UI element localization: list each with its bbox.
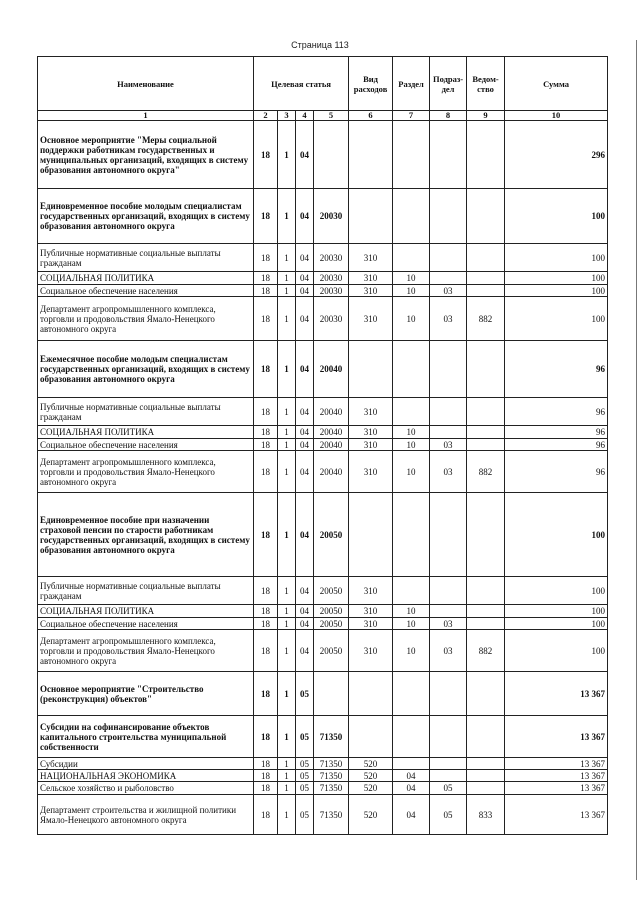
row-target-code-2: 1	[278, 577, 296, 605]
row-name: Сельское хозяйство и рыболовство	[38, 782, 254, 795]
header-target-article: Целевая статья	[254, 57, 349, 111]
row-department-code	[467, 398, 505, 426]
table-row	[38, 244, 608, 272]
row-expense-type: 310	[349, 244, 393, 272]
row-sum: 100	[505, 577, 608, 605]
row-expense-type	[349, 121, 393, 189]
row-name: Основное мероприятие "Меры социальной поддержки работникам государственных и муниципальных организаций, входящих в систему образования автономного округа"	[38, 121, 254, 189]
row-target-code-4: 71350	[314, 758, 349, 770]
row-target-code-3: 05	[296, 795, 314, 835]
row-expense-type: 310	[349, 451, 393, 493]
row-target-code-4: 20040	[314, 426, 349, 439]
row-section	[393, 244, 430, 272]
row-section	[393, 398, 430, 426]
row-target-code-3: 04	[296, 426, 314, 439]
table-row	[38, 795, 608, 835]
table-row	[38, 630, 608, 672]
row-target-code-3: 05	[296, 770, 314, 782]
row-target-code-2: 1	[278, 189, 296, 244]
row-subsection	[430, 577, 467, 605]
row-name: Публичные нормативные социальные выплаты гражданам	[38, 398, 254, 426]
row-target-code-4: 20040	[314, 451, 349, 493]
row-target-code-2: 1	[278, 493, 296, 577]
row-target-code-2: 1	[278, 272, 296, 285]
row-target-code-3: 04	[296, 439, 314, 451]
row-target-code-4: 20030	[314, 244, 349, 272]
row-expense-type: 310	[349, 618, 393, 630]
row-sum: 100	[505, 272, 608, 285]
row-target-code-4: 20050	[314, 493, 349, 577]
row-section	[393, 672, 430, 716]
row-section	[393, 189, 430, 244]
row-expense-type	[349, 341, 393, 398]
table-row	[38, 426, 608, 439]
table-row	[38, 297, 608, 341]
row-section: 10	[393, 297, 430, 341]
row-section	[393, 121, 430, 189]
header-sum: Сумма	[505, 57, 608, 111]
row-name: Субсидии на софинансирование объектов капитального строительства муниципальной собственности	[38, 716, 254, 758]
column-number: 3	[278, 111, 296, 121]
row-section: 10	[393, 272, 430, 285]
row-sum: 100	[505, 630, 608, 672]
row-section: 10	[393, 285, 430, 297]
column-number: 1	[38, 111, 254, 121]
row-target-code-2: 1	[278, 795, 296, 835]
row-target-code-2: 1	[278, 630, 296, 672]
row-target-code-2: 1	[278, 341, 296, 398]
row-target-code-3: 04	[296, 121, 314, 189]
row-target-code-4: 71350	[314, 795, 349, 835]
row-section: 10	[393, 451, 430, 493]
row-target-code-4	[314, 672, 349, 716]
row-target-code-1: 18	[254, 341, 278, 398]
row-department-code: 833	[467, 795, 505, 835]
budget-table-body	[38, 121, 608, 835]
row-section	[393, 341, 430, 398]
row-name: Социальное обеспечение населения	[38, 618, 254, 630]
row-department-code	[467, 285, 505, 297]
row-target-code-4: 20050	[314, 605, 349, 618]
row-sum: 100	[505, 285, 608, 297]
row-target-code-3: 04	[296, 244, 314, 272]
header-expense-type: Вид расходов	[349, 57, 393, 111]
row-sum: 296	[505, 121, 608, 189]
row-target-code-3: 04	[296, 493, 314, 577]
row-target-code-1: 18	[254, 758, 278, 770]
row-target-code-3: 04	[296, 189, 314, 244]
row-expense-type: 520	[349, 758, 393, 770]
row-expense-type: 310	[349, 426, 393, 439]
row-subsection	[430, 493, 467, 577]
row-section: 10	[393, 439, 430, 451]
row-expense-type	[349, 716, 393, 758]
column-number: 7	[393, 111, 430, 121]
table-row	[38, 341, 608, 398]
row-subsection: 03	[430, 439, 467, 451]
table-row	[38, 285, 608, 297]
row-target-code-2: 1	[278, 618, 296, 630]
row-sum: 13 367	[505, 770, 608, 782]
row-target-code-4: 20030	[314, 285, 349, 297]
row-target-code-3: 05	[296, 672, 314, 716]
table-row	[38, 672, 608, 716]
page-edge-line	[636, 40, 637, 880]
column-number: 4	[296, 111, 314, 121]
row-target-code-3: 04	[296, 618, 314, 630]
row-target-code-3: 04	[296, 272, 314, 285]
row-section: 10	[393, 618, 430, 630]
row-target-code-1: 18	[254, 272, 278, 285]
row-expense-type: 310	[349, 285, 393, 297]
row-target-code-2: 1	[278, 426, 296, 439]
row-subsection	[430, 758, 467, 770]
row-section: 04	[393, 770, 430, 782]
row-department-code	[467, 577, 505, 605]
row-department-code: 882	[467, 451, 505, 493]
table-row	[38, 618, 608, 630]
row-target-code-1: 18	[254, 451, 278, 493]
row-name: Социальное обеспечение населения	[38, 439, 254, 451]
row-expense-type: 310	[349, 577, 393, 605]
header-department: Ведом-ство	[467, 57, 505, 111]
column-number: 5	[314, 111, 349, 121]
row-subsection	[430, 716, 467, 758]
row-expense-type	[349, 189, 393, 244]
table-row	[38, 493, 608, 577]
row-department-code: 882	[467, 630, 505, 672]
row-target-code-1: 18	[254, 121, 278, 189]
table-row	[38, 758, 608, 770]
row-section: 04	[393, 795, 430, 835]
row-sum: 96	[505, 398, 608, 426]
row-department-code	[467, 618, 505, 630]
row-target-code-2: 1	[278, 285, 296, 297]
row-department-code	[467, 439, 505, 451]
row-target-code-2: 1	[278, 672, 296, 716]
row-target-code-1: 18	[254, 398, 278, 426]
row-sum: 96	[505, 439, 608, 451]
row-target-code-2: 1	[278, 758, 296, 770]
row-sum: 13 367	[505, 716, 608, 758]
row-target-code-3: 05	[296, 758, 314, 770]
row-target-code-3: 04	[296, 451, 314, 493]
row-target-code-4: 20030	[314, 297, 349, 341]
row-name: Департамент агропромышленного комплекса, торговли и продовольствия Ямало-Ненецкого автономного округа	[38, 297, 254, 341]
row-subsection	[430, 426, 467, 439]
row-subsection	[430, 244, 467, 272]
row-target-code-2: 1	[278, 244, 296, 272]
row-target-code-3: 05	[296, 782, 314, 795]
row-subsection: 03	[430, 297, 467, 341]
row-expense-type: 520	[349, 795, 393, 835]
row-department-code	[467, 244, 505, 272]
row-target-code-1: 18	[254, 244, 278, 272]
row-target-code-3: 04	[296, 398, 314, 426]
row-department-code: 882	[467, 297, 505, 341]
row-sum: 96	[505, 426, 608, 439]
table-row	[38, 398, 608, 426]
row-target-code-3: 04	[296, 605, 314, 618]
row-target-code-4: 20050	[314, 630, 349, 672]
row-department-code	[467, 493, 505, 577]
header-name: Наименование	[38, 57, 254, 111]
row-sum: 100	[505, 605, 608, 618]
row-target-code-4: 20030	[314, 272, 349, 285]
row-target-code-3: 04	[296, 341, 314, 398]
table-row	[38, 439, 608, 451]
header-section: Раздел	[393, 57, 430, 111]
row-target-code-1: 18	[254, 795, 278, 835]
row-target-code-2: 1	[278, 439, 296, 451]
column-number: 8	[430, 111, 467, 121]
row-sum: 13 367	[505, 672, 608, 716]
header-subsection: Подраз-дел	[430, 57, 467, 111]
row-target-code-3: 04	[296, 630, 314, 672]
table-row	[38, 189, 608, 244]
row-target-code-2: 1	[278, 398, 296, 426]
row-section: 10	[393, 605, 430, 618]
row-name: Социальное обеспечение населения	[38, 285, 254, 297]
row-target-code-4: 71350	[314, 716, 349, 758]
row-target-code-4: 20040	[314, 398, 349, 426]
row-department-code	[467, 189, 505, 244]
row-target-code-4: 20050	[314, 618, 349, 630]
row-target-code-1: 18	[254, 285, 278, 297]
row-name: Публичные нормативные социальные выплаты гражданам	[38, 577, 254, 605]
row-department-code	[467, 758, 505, 770]
row-target-code-2: 1	[278, 770, 296, 782]
table-row	[38, 121, 608, 189]
row-subsection: 03	[430, 451, 467, 493]
row-expense-type	[349, 672, 393, 716]
row-target-code-4: 20040	[314, 341, 349, 398]
row-department-code	[467, 272, 505, 285]
row-name: Публичные нормативные социальные выплаты гражданам	[38, 244, 254, 272]
column-number: 9	[467, 111, 505, 121]
row-sum: 96	[505, 341, 608, 398]
row-expense-type: 520	[349, 782, 393, 795]
table-row	[38, 716, 608, 758]
row-target-code-1: 18	[254, 630, 278, 672]
row-expense-type: 310	[349, 297, 393, 341]
row-subsection: 03	[430, 630, 467, 672]
row-sum: 96	[505, 451, 608, 493]
row-department-code	[467, 605, 505, 618]
row-name: СОЦИАЛЬНАЯ ПОЛИТИКА	[38, 272, 254, 285]
row-name: Субсидии	[38, 758, 254, 770]
row-target-code-3: 04	[296, 297, 314, 341]
row-target-code-1: 18	[254, 672, 278, 716]
row-sum: 100	[505, 297, 608, 341]
row-subsection	[430, 398, 467, 426]
row-name: Ежемесячное пособие молодым специалистам государственных организаций, входящих в систему образования автономного округа	[38, 341, 254, 398]
row-target-code-1: 18	[254, 426, 278, 439]
row-subsection	[430, 672, 467, 716]
row-subsection	[430, 341, 467, 398]
row-name: НАЦИОНАЛЬНАЯ ЭКОНОМИКА	[38, 770, 254, 782]
row-name: СОЦИАЛЬНАЯ ПОЛИТИКА	[38, 605, 254, 618]
row-target-code-4: 71350	[314, 770, 349, 782]
table-row	[38, 577, 608, 605]
row-sum: 13 367	[505, 758, 608, 770]
row-target-code-1: 18	[254, 493, 278, 577]
column-number: 10	[505, 111, 608, 121]
row-target-code-3: 04	[296, 577, 314, 605]
row-subsection	[430, 272, 467, 285]
row-name: Департамент агропромышленного комплекса, торговли и продовольствия Ямало-Ненецкого автономного округа	[38, 630, 254, 672]
row-department-code	[467, 782, 505, 795]
row-subsection	[430, 770, 467, 782]
row-sum: 100	[505, 244, 608, 272]
row-sum: 100	[505, 189, 608, 244]
column-number: 6	[349, 111, 393, 121]
row-expense-type: 310	[349, 398, 393, 426]
row-sum: 13 367	[505, 795, 608, 835]
row-section	[393, 493, 430, 577]
row-target-code-2: 1	[278, 716, 296, 758]
row-target-code-1: 18	[254, 577, 278, 605]
row-section	[393, 716, 430, 758]
row-target-code-3: 04	[296, 285, 314, 297]
row-name: Основное мероприятие "Строительство (реконструкция) объектов"	[38, 672, 254, 716]
row-target-code-4: 20050	[314, 577, 349, 605]
row-subsection	[430, 121, 467, 189]
row-expense-type: 310	[349, 630, 393, 672]
row-subsection: 05	[430, 782, 467, 795]
row-target-code-4	[314, 121, 349, 189]
row-section: 10	[393, 426, 430, 439]
row-expense-type	[349, 493, 393, 577]
table-row	[38, 782, 608, 795]
row-target-code-1: 18	[254, 618, 278, 630]
budget-table	[37, 56, 608, 835]
row-target-code-1: 18	[254, 782, 278, 795]
column-number-row	[38, 111, 608, 121]
row-department-code	[467, 770, 505, 782]
table-row	[38, 770, 608, 782]
row-department-code	[467, 341, 505, 398]
row-subsection: 05	[430, 795, 467, 835]
row-section: 04	[393, 782, 430, 795]
row-target-code-2: 1	[278, 121, 296, 189]
row-target-code-2: 1	[278, 605, 296, 618]
row-target-code-3: 05	[296, 716, 314, 758]
table-row	[38, 272, 608, 285]
row-target-code-4: 71350	[314, 782, 349, 795]
row-sum: 13 367	[505, 782, 608, 795]
row-department-code	[467, 672, 505, 716]
row-name: Департамент агропромышленного комплекса, торговли и продовольствия Ямало-Ненецкого автономного округа	[38, 451, 254, 493]
row-target-code-1: 18	[254, 189, 278, 244]
row-target-code-1: 18	[254, 605, 278, 618]
row-target-code-4: 20030	[314, 189, 349, 244]
row-name: Единовременное пособие молодым специалистам государственных организаций, входящих в систему образования автономного округа	[38, 189, 254, 244]
row-expense-type: 310	[349, 272, 393, 285]
row-target-code-1: 18	[254, 770, 278, 782]
row-section	[393, 577, 430, 605]
row-name: Департамент строительства и жилищной политики Ямало-Ненецкого автономного округа	[38, 795, 254, 835]
page-number: Страница 113	[291, 40, 349, 50]
row-target-code-2: 1	[278, 782, 296, 795]
row-target-code-1: 18	[254, 297, 278, 341]
row-subsection: 03	[430, 618, 467, 630]
row-name: СОЦИАЛЬНАЯ ПОЛИТИКА	[38, 426, 254, 439]
row-section: 10	[393, 630, 430, 672]
row-department-code	[467, 426, 505, 439]
row-target-code-2: 1	[278, 451, 296, 493]
row-section	[393, 758, 430, 770]
row-target-code-1: 18	[254, 716, 278, 758]
row-target-code-2: 1	[278, 297, 296, 341]
row-sum: 100	[505, 493, 608, 577]
row-subsection	[430, 189, 467, 244]
row-sum: 100	[505, 618, 608, 630]
row-expense-type: 310	[349, 605, 393, 618]
row-department-code	[467, 121, 505, 189]
row-expense-type: 310	[349, 439, 393, 451]
column-number: 2	[254, 111, 278, 121]
row-name: Единовременное пособие при назначении страховой пенсии по старости работникам государственных организаций, входящих в систему образования автономного округа	[38, 493, 254, 577]
row-target-code-4: 20040	[314, 439, 349, 451]
table-row	[38, 451, 608, 493]
row-subsection: 03	[430, 285, 467, 297]
row-target-code-1: 18	[254, 439, 278, 451]
table-row	[38, 605, 608, 618]
row-department-code	[467, 716, 505, 758]
row-subsection	[430, 605, 467, 618]
row-expense-type: 520	[349, 770, 393, 782]
